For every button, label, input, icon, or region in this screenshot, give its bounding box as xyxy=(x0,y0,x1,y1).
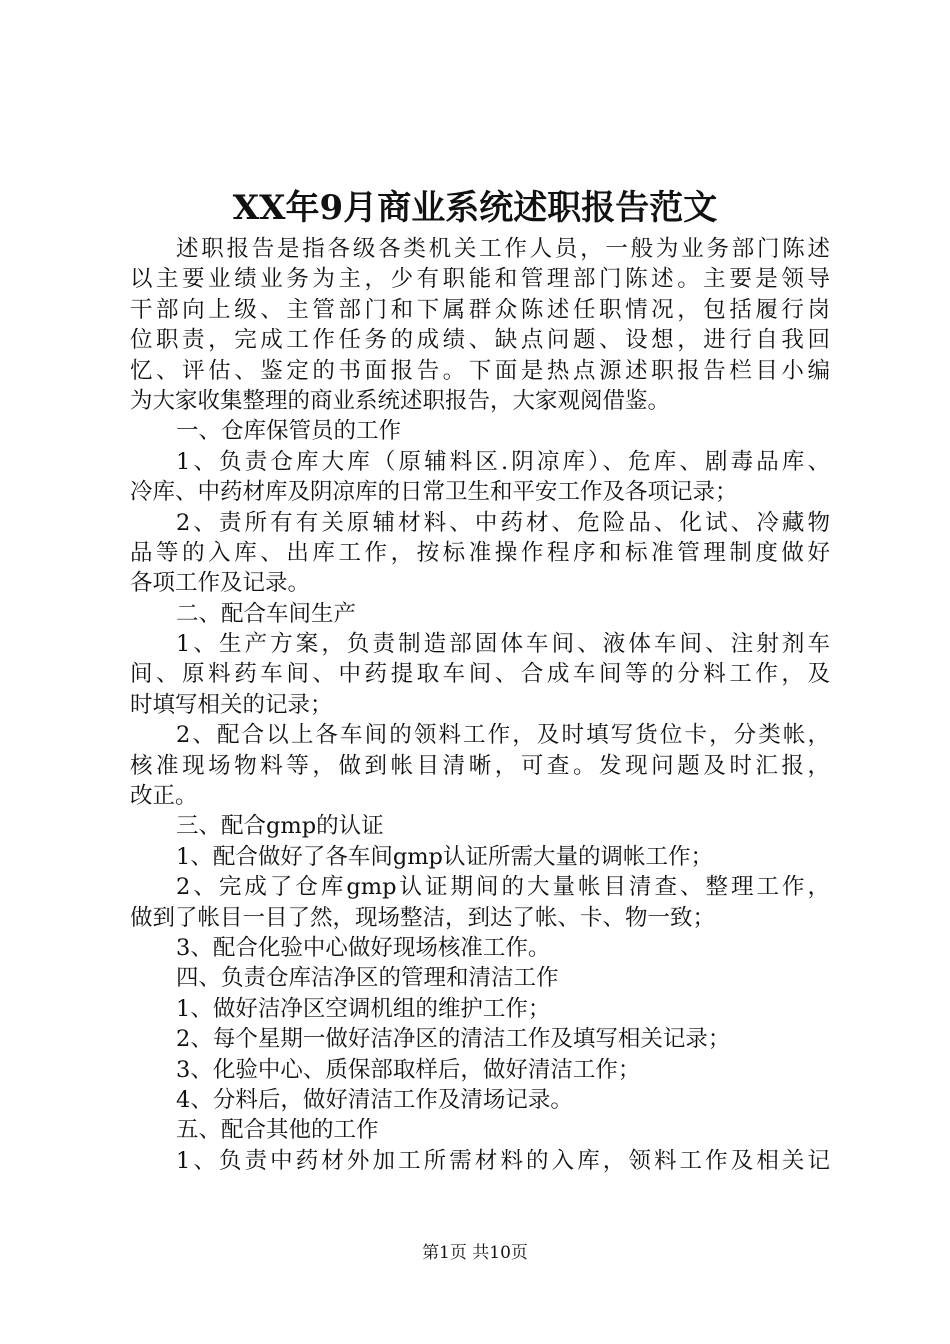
paragraph-line: 做到了帐目一目了然，现场整洁，到达了帐、卡、物一致； xyxy=(130,904,716,931)
paragraph-line: 改正。 xyxy=(130,783,198,810)
paragraph-line: 干部向上级、主管部门和下属群众陈述任职情况，包括履行岗 xyxy=(130,296,830,323)
paragraph-line: 1、配合做好了各车间gmp认证所需大量的调帐工作； xyxy=(176,843,713,870)
paragraph-line: 2、责所有有关原辅材料、中药材、危险品、化试、冷藏物 xyxy=(176,509,830,536)
paragraph-line: 忆、评估、鉴定的书面报告。下面是热点源述职报告栏目小编 xyxy=(130,357,830,384)
paragraph-line: 1、负责仓库大库（原辅料区.阴凉库）、危库、剧毒品库、 xyxy=(176,448,830,475)
paragraph-line: 3、配合化验中心做好现场核准工作。 xyxy=(176,934,551,961)
paragraph-line: 冷库、中药材库及阴凉库的日常卫生和平安工作及各项记录； xyxy=(130,479,738,506)
paragraph-line: 2、配合以上各车间的领料工作，及时填写货位卡，分类帐， xyxy=(176,722,830,749)
document-body xyxy=(130,234,830,1176)
paragraph-line: 2、完成了仓库gmp认证期间的大量帐目清查、整理工作， xyxy=(176,874,830,901)
paragraph-line: 为大家收集整理的商业系统述职报告，大家观阅借鉴。 xyxy=(130,387,671,414)
section-heading: 三、配合gmp的认证 xyxy=(176,813,384,840)
paragraph-line: 品等的入库、出库工作，按标准操作程序和标准管理制度做好 xyxy=(130,539,830,566)
section-heading: 五、配合其他的工作 xyxy=(176,1117,379,1144)
paragraph-line: 1、做好洁净区空调机组的维护工作； xyxy=(176,995,551,1022)
page-footer: 第1页 共10页 xyxy=(422,1243,528,1263)
paragraph-line: 述职报告是指各级各类机关工作人员，一般为业务部门陈述 xyxy=(176,236,830,262)
paragraph-line: 4、分料后，做好清洁工作及清场记录。 xyxy=(176,1086,573,1113)
paragraph-line: 3、化验中心、质保部取样后，做好清洁工作； xyxy=(176,1056,641,1083)
paragraph-line: 核准现场物料等，做到帐目清晰，可查。发现问题及时汇报， xyxy=(130,752,830,779)
section-heading: 一、仓库保管员的工作 xyxy=(176,418,402,445)
paragraph-line: 1、生产方案，负责制造部固体车间、液体车间、注射剂车 xyxy=(176,631,830,658)
paragraph-line: 时填写相关的记录； xyxy=(130,691,333,718)
paragraph-line: 2、每个星期一做好洁净区的清洁工作及填写相关记录； xyxy=(176,1026,731,1053)
paragraph-line: 位职责，完成工作任务的成绩、缺点问题、设想，进行自我回 xyxy=(130,327,830,354)
paragraph-line: 以主要业绩业务为主，少有职能和管理部门陈述。主要是领导 xyxy=(130,266,830,293)
document-title: XX年9月商业系统述职报告范文 xyxy=(232,188,718,228)
section-heading: 二、配合车间生产 xyxy=(176,600,357,627)
paragraph-line: 各项工作及记录。 xyxy=(130,570,311,597)
paragraph-line: 间、原料药车间、中药提取车间、合成车间等的分料工作，及 xyxy=(130,661,830,688)
section-heading: 四、负责仓库洁净区的管理和清洁工作 xyxy=(176,965,559,992)
paragraph-line: 1、负责中药材外加工所需材料的入库，领料工作及相关记 xyxy=(176,1147,830,1174)
